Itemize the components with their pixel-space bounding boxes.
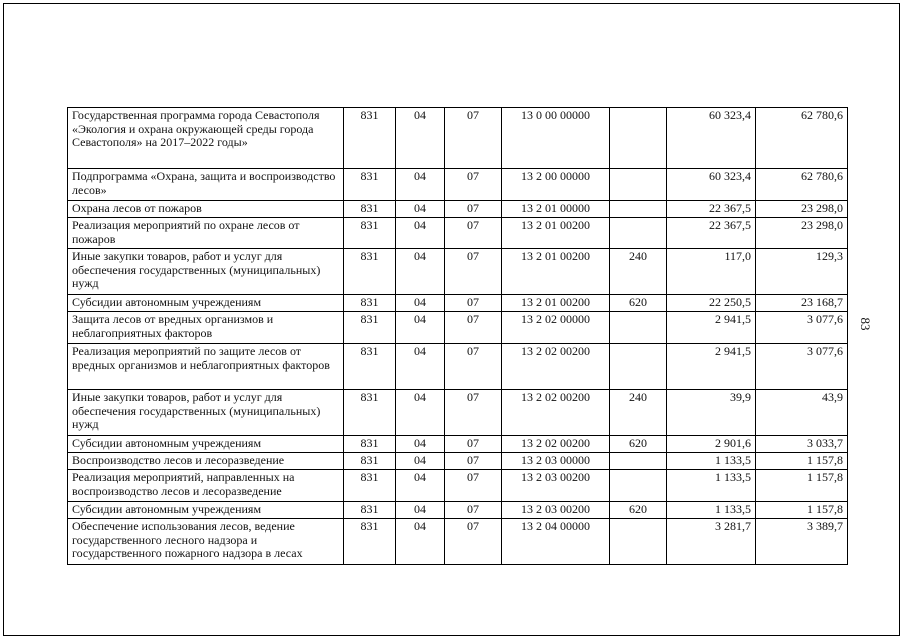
- cell-pr: 07: [445, 390, 502, 436]
- cell-amount-year1: 3 281,7: [667, 519, 756, 565]
- cell-name: Подпрограмма «Охрана, защита и воспроизводство лесов»: [68, 169, 344, 201]
- cell-amount-year1: 2 941,5: [667, 312, 756, 344]
- cell-csr: 13 2 01 00200: [502, 295, 610, 312]
- table-row: [68, 436, 848, 453]
- cell-name: Защита лесов от вредных организмов и неблагоприятных факторов: [68, 312, 344, 344]
- cell-rz: 04: [396, 201, 445, 218]
- cell-pr: 07: [445, 519, 502, 565]
- cell-gr: 831: [344, 295, 396, 312]
- cell-csr: 13 2 03 00000: [502, 453, 610, 470]
- cell-vr: [610, 344, 667, 390]
- cell-vr: 240: [610, 390, 667, 436]
- cell-vr: [610, 108, 667, 169]
- cell-name: Государственная программа города Севастополя «Экология и охрана окружающей среды города Севастополя» на 2017–2022 годы»: [68, 108, 344, 169]
- table-row: [68, 108, 848, 169]
- cell-amount-year2: 62 780,6: [756, 169, 848, 201]
- cell-csr: 13 2 04 00000: [502, 519, 610, 565]
- cell-pr: 07: [445, 201, 502, 218]
- table-row: [68, 249, 848, 295]
- table-row: [68, 390, 848, 436]
- cell-vr: [610, 519, 667, 565]
- table-row: [68, 312, 848, 344]
- cell-gr: 831: [344, 201, 396, 218]
- table-row: [68, 295, 848, 312]
- cell-csr: 13 2 02 00000: [502, 312, 610, 344]
- cell-csr: 13 0 00 00000: [502, 108, 610, 169]
- cell-amount-year1: 2 941,5: [667, 344, 756, 390]
- cell-rz: 04: [396, 249, 445, 295]
- cell-name: Иные закупки товаров, работ и услуг для обеспечения государственных (муниципальных) нужд: [68, 390, 344, 436]
- cell-gr: 831: [344, 436, 396, 453]
- cell-rz: 04: [396, 519, 445, 565]
- cell-amount-year1: 39,9: [667, 390, 756, 436]
- cell-vr: [610, 453, 667, 470]
- cell-pr: 07: [445, 453, 502, 470]
- cell-amount-year2: 3 033,7: [756, 436, 848, 453]
- cell-gr: 831: [344, 169, 396, 201]
- cell-name: Субсидии автономным учреждениям: [68, 436, 344, 453]
- cell-pr: 07: [445, 218, 502, 249]
- cell-csr: 13 2 02 00200: [502, 344, 610, 390]
- cell-csr: 13 2 01 00000: [502, 201, 610, 218]
- cell-pr: 07: [445, 502, 502, 519]
- cell-gr: 831: [344, 519, 396, 565]
- cell-rz: 04: [396, 502, 445, 519]
- table-row: [68, 201, 848, 218]
- table-row: [68, 519, 848, 565]
- cell-name: Охрана лесов от пожаров: [68, 201, 344, 218]
- cell-csr: 13 2 02 00200: [502, 436, 610, 453]
- cell-amount-year2: 129,3: [756, 249, 848, 295]
- cell-vr: [610, 470, 667, 502]
- cell-pr: 07: [445, 436, 502, 453]
- cell-gr: 831: [344, 218, 396, 249]
- cell-rz: 04: [396, 169, 445, 201]
- cell-gr: 831: [344, 502, 396, 519]
- cell-name: Реализация мероприятий по защите лесов от вредных организмов и неблагоприятных факторов: [68, 344, 344, 390]
- cell-amount-year2: 23 168,7: [756, 295, 848, 312]
- cell-gr: 831: [344, 108, 396, 169]
- cell-csr: 13 2 01 00200: [502, 249, 610, 295]
- cell-amount-year2: 23 298,0: [756, 201, 848, 218]
- cell-name: Субсидии автономным учреждениям: [68, 502, 344, 519]
- cell-pr: 07: [445, 249, 502, 295]
- cell-amount-year1: 1 133,5: [667, 453, 756, 470]
- cell-rz: 04: [396, 470, 445, 502]
- cell-amount-year1: 60 323,4: [667, 108, 756, 169]
- cell-name: Реализация мероприятий по охране лесов от пожаров: [68, 218, 344, 249]
- cell-amount-year1: 60 323,4: [667, 169, 756, 201]
- cell-name: Иные закупки товаров, работ и услуг для обеспечения государственных (муниципальных) нужд: [68, 249, 344, 295]
- cell-amount-year1: 1 133,5: [667, 470, 756, 502]
- cell-vr: 620: [610, 295, 667, 312]
- cell-pr: 07: [445, 108, 502, 169]
- cell-amount-year2: 23 298,0: [756, 218, 848, 249]
- cell-pr: 07: [445, 470, 502, 502]
- cell-vr: [610, 218, 667, 249]
- cell-vr: 620: [610, 436, 667, 453]
- cell-amount-year2: 1 157,8: [756, 502, 848, 519]
- cell-pr: 07: [445, 295, 502, 312]
- cell-amount-year2: 3 077,6: [756, 312, 848, 344]
- cell-amount-year1: 117,0: [667, 249, 756, 295]
- table-row: [68, 218, 848, 249]
- table-row: [68, 169, 848, 201]
- cell-pr: 07: [445, 169, 502, 201]
- table-row: [68, 502, 848, 519]
- cell-amount-year2: 62 780,6: [756, 108, 848, 169]
- cell-csr: 13 2 03 00200: [502, 502, 610, 519]
- cell-csr: 13 2 01 00200: [502, 218, 610, 249]
- cell-rz: 04: [396, 344, 445, 390]
- cell-csr: 13 2 03 00200: [502, 470, 610, 502]
- cell-name: Воспроизводство лесов и лесоразведение: [68, 453, 344, 470]
- cell-name: Обеспечение использования лесов, ведение государственного лесного надзора и государственного пожарного надзора в лесах: [68, 519, 344, 565]
- cell-gr: 831: [344, 249, 396, 295]
- cell-gr: 831: [344, 390, 396, 436]
- cell-amount-year2: 1 157,8: [756, 470, 848, 502]
- cell-amount-year2: 43,9: [756, 390, 848, 436]
- cell-rz: 04: [396, 390, 445, 436]
- cell-rz: 04: [396, 436, 445, 453]
- cell-rz: 04: [396, 218, 445, 249]
- cell-gr: 831: [344, 344, 396, 390]
- cell-rz: 04: [396, 312, 445, 344]
- cell-gr: 831: [344, 453, 396, 470]
- cell-amount-year1: 1 133,5: [667, 502, 756, 519]
- cell-amount-year2: 3 389,7: [756, 519, 848, 565]
- page-number: 83: [858, 317, 873, 331]
- cell-amount-year2: 3 077,6: [756, 344, 848, 390]
- cell-amount-year1: 22 250,5: [667, 295, 756, 312]
- cell-rz: 04: [396, 453, 445, 470]
- cell-gr: 831: [344, 312, 396, 344]
- cell-vr: 620: [610, 502, 667, 519]
- cell-vr: [610, 201, 667, 218]
- cell-name: Субсидии автономным учреждениям: [68, 295, 344, 312]
- cell-amount-year1: 2 901,6: [667, 436, 756, 453]
- cell-name: Реализация мероприятий, направленных на воспроизводство лесов и лесоразведение: [68, 470, 344, 502]
- table-row: [68, 470, 848, 502]
- cell-vr: [610, 169, 667, 201]
- cell-rz: 04: [396, 295, 445, 312]
- cell-csr: 13 2 02 00200: [502, 390, 610, 436]
- cell-amount-year1: 22 367,5: [667, 218, 756, 249]
- table-row: [68, 453, 848, 470]
- cell-vr: 240: [610, 249, 667, 295]
- cell-vr: [610, 312, 667, 344]
- cell-pr: 07: [445, 312, 502, 344]
- cell-amount-year2: 1 157,8: [756, 453, 848, 470]
- cell-rz: 04: [396, 108, 445, 169]
- cell-csr: 13 2 00 00000: [502, 169, 610, 201]
- table-row: [68, 344, 848, 390]
- cell-pr: 07: [445, 344, 502, 390]
- cell-gr: 831: [344, 470, 396, 502]
- cell-amount-year1: 22 367,5: [667, 201, 756, 218]
- budget-table: [67, 107, 848, 565]
